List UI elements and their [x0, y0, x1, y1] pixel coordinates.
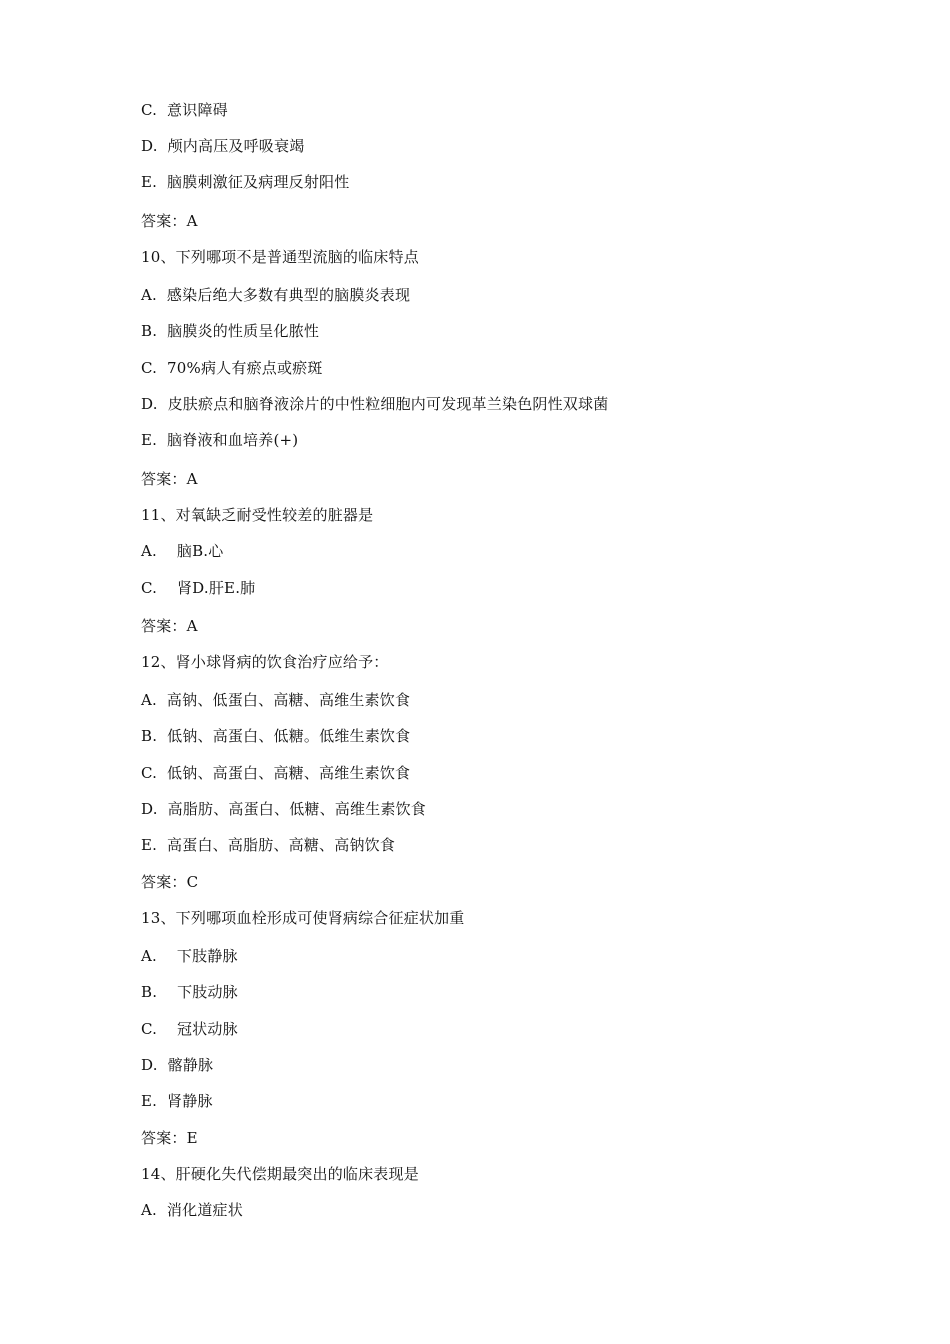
option-line: D. 髂静脉: [141, 1056, 214, 1074]
answer-line: 答案：A: [141, 212, 198, 230]
answer-line: 答案：A: [141, 617, 198, 635]
answer-line: 答案：E: [141, 1129, 198, 1147]
question-line: 14、肝硬化失代偿期最突出的临床表现是: [141, 1165, 419, 1183]
option-line: D. 皮肤瘀点和脑脊液涂片的中性粒细胞内可发现革兰染色阴性双球菌: [141, 395, 609, 413]
option-line: C. 70%病人有瘀点或瘀斑: [141, 359, 323, 377]
option-line: A. 脑B.心: [141, 542, 224, 560]
answer-line: 答案：C: [141, 873, 199, 891]
option-line: C. 意识障碍: [141, 101, 228, 119]
option-line: E. 高蛋白、高脂肪、高糖、高钠饮食: [141, 836, 396, 854]
option-line: A. 感染后绝大多数有典型的脑膜炎表现: [141, 286, 411, 304]
question-line: 11、对氧缺乏耐受性较差的脏器是: [141, 506, 374, 524]
option-line: C. 冠状动脉: [141, 1020, 238, 1038]
option-line: E. 脑膜刺激征及病理反射阳性: [141, 173, 350, 191]
option-line: A. 消化道症状: [141, 1201, 243, 1219]
option-line: B. 脑膜炎的性质呈化脓性: [141, 322, 320, 340]
option-line: B. 低钠、高蛋白、低糖。低维生素饮食: [141, 727, 411, 745]
question-line: 13、下列哪项血栓形成可使肾病综合征症状加重: [141, 909, 465, 927]
answer-line: 答案：A: [141, 470, 198, 488]
option-line: C. 肾D.肝E.肺: [141, 579, 256, 597]
option-line: C. 低钠、高蛋白、高糖、高维生素饮食: [141, 764, 411, 782]
question-line: 10、下列哪项不是普通型流脑的临床特点: [141, 248, 419, 266]
question-line: 12、肾小球肾病的饮食治疗应给予：: [141, 653, 389, 671]
option-line: A. 下肢静脉: [141, 947, 238, 965]
option-line: B. 下肢动脉: [141, 983, 238, 1001]
option-line: A. 高钠、低蛋白、高糖、高维生素饮食: [141, 691, 411, 709]
option-line: D. 高脂肪、高蛋白、低糖、高维生素饮食: [141, 800, 426, 818]
option-line: E. 肾静脉: [141, 1092, 213, 1110]
option-line: D. 颅内高压及呼吸衰竭: [141, 137, 305, 155]
option-line: E. 脑脊液和血培养(+): [141, 431, 299, 449]
